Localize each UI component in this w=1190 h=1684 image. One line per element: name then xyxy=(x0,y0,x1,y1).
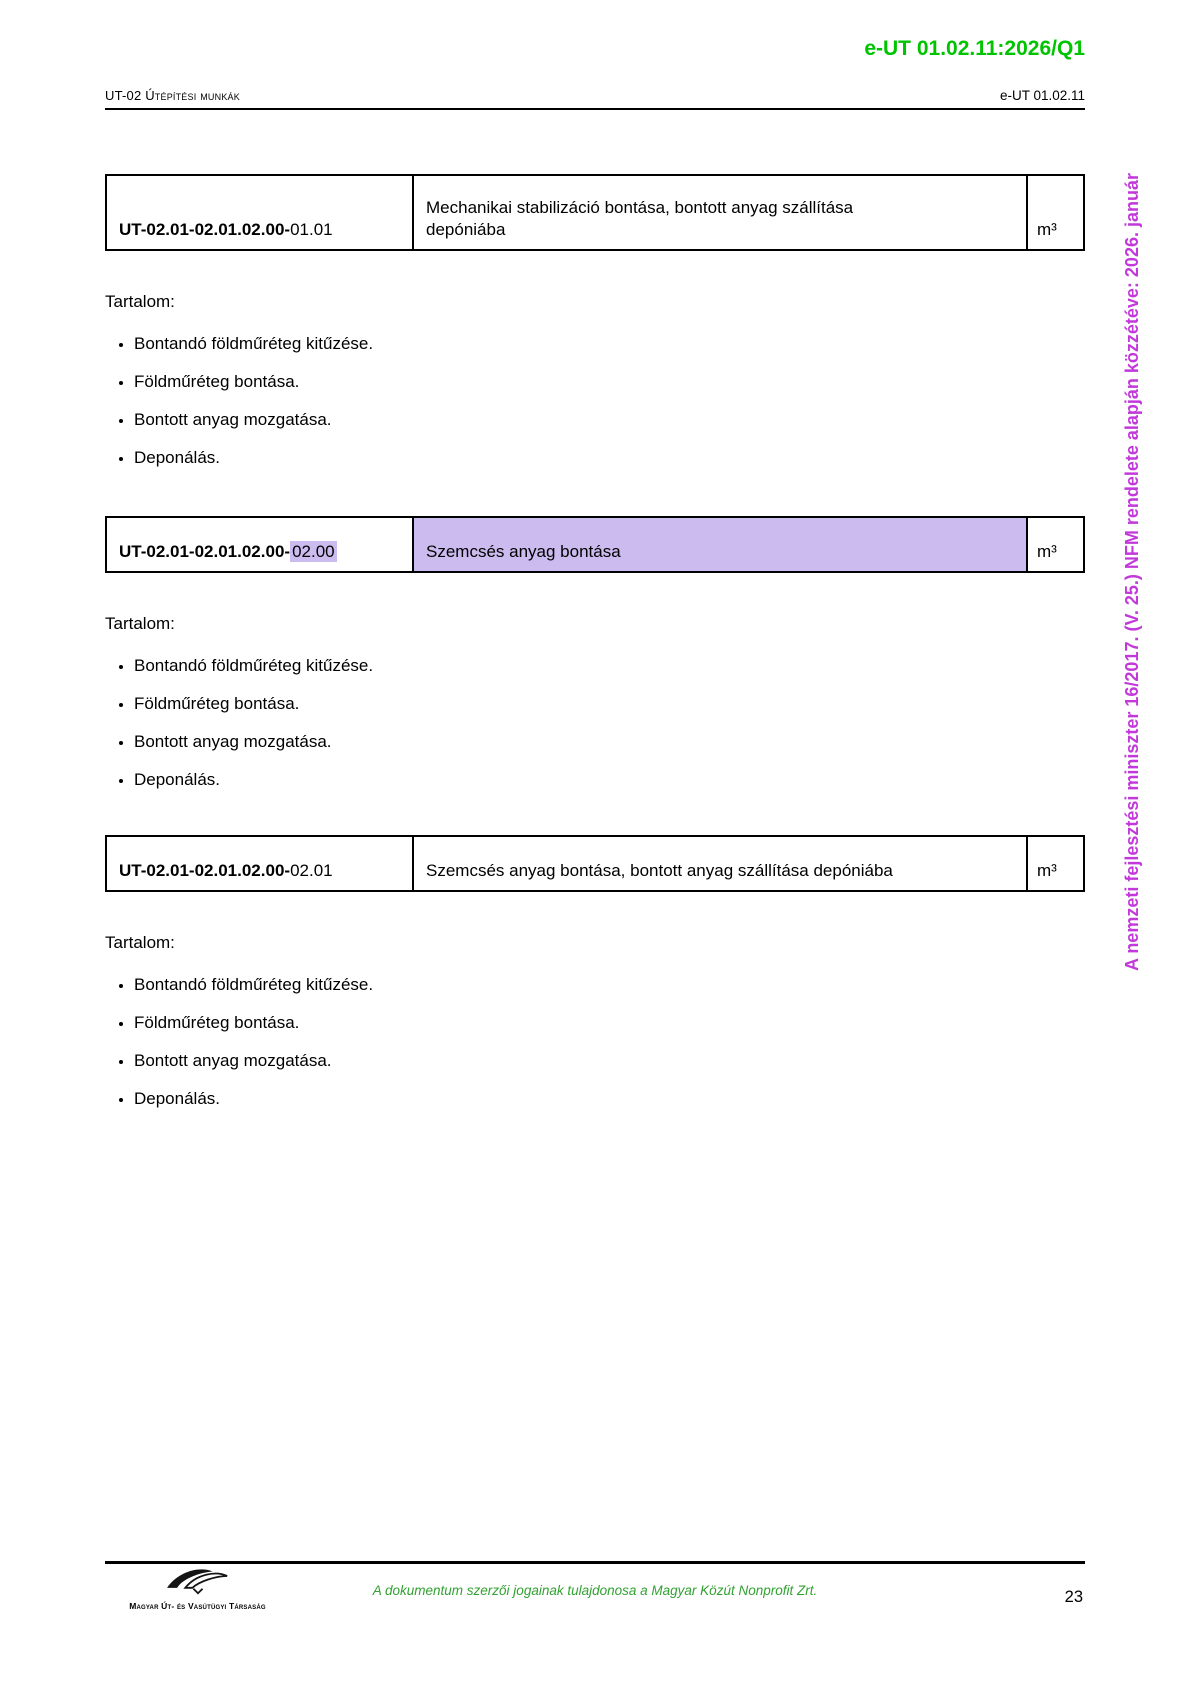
logo-caption: Magyar Út- és Vasútügyi Társaság xyxy=(129,1601,266,1611)
spec-table-2 xyxy=(105,516,1085,573)
list-item: • Deponálás. xyxy=(134,769,1085,790)
spec-code xyxy=(119,860,333,882)
list-item: • Földműréteg bontása. xyxy=(134,1012,1085,1033)
content-label: Tartalom: xyxy=(105,614,175,633)
spec-unit: m³ xyxy=(1037,542,1057,561)
publication-side-note: A nemzeti fejlesztési miniszter 16/2017. (V. 25.) NFM rendelete alapján közzétéve: 2026. január xyxy=(1122,173,1142,972)
doc-version-title: e-UT 01.02.11:2026/Q1 xyxy=(864,37,1085,60)
spec-unit-cell xyxy=(1028,176,1083,249)
list-item: • Földműréteg bontása. xyxy=(134,371,1085,392)
list-item: • Bontandó földműréteg kitűzése. xyxy=(134,333,1085,354)
page-footer xyxy=(105,1561,1085,1634)
content-label: Tartalom: xyxy=(105,292,175,311)
work-items-list xyxy=(105,655,1085,790)
spec-unit: m³ xyxy=(1037,220,1057,239)
list-item: • Bontott anyag mozgatása. xyxy=(134,1050,1085,1071)
header-chapter-title: UT-02 Útépítési munkák xyxy=(105,88,240,103)
spec-unit-cell xyxy=(1028,837,1083,890)
footer-inner xyxy=(105,1564,1085,1634)
list-item: • Deponálás. xyxy=(134,1088,1085,1109)
list-item: • Bontandó földműréteg kitűzése. xyxy=(134,655,1085,676)
spec-table-3 xyxy=(105,835,1085,892)
copyright-notice: A dokumentum szerzői jogainak tulajdonosa a Magyar Közút Nonprofit Zrt. xyxy=(372,1583,818,1598)
header-doc-id: e-UT 01.02.11 xyxy=(999,88,1085,103)
spec-code-prefix: UT-02.01-02.01.02.00- xyxy=(119,220,291,239)
spec-unit-cell xyxy=(1028,518,1083,571)
spec-description: Szemcsés anyag bontása, bontott anyag szállítása depóniába xyxy=(426,861,893,880)
spec-code-suffix-highlighted: 02.00 xyxy=(292,542,335,561)
page-content xyxy=(105,0,1085,1109)
spec-code-cell xyxy=(107,176,414,249)
spec-code-prefix: UT-02.01-02.01.02.00- xyxy=(119,542,291,561)
spec-code-cell xyxy=(107,837,414,890)
spec-code-suffix: 01.01 xyxy=(290,220,333,239)
page-header xyxy=(105,88,1085,110)
spec-code xyxy=(119,541,337,563)
spec-description-cell-highlighted xyxy=(414,518,1028,571)
spec-description: Mechanikai stabilizáció bontása, bontott anyag szállítása depóniába xyxy=(426,198,854,239)
work-items-list xyxy=(105,333,1085,468)
list-item: • Deponálás. xyxy=(134,447,1085,468)
content-label: Tartalom: xyxy=(105,933,175,952)
spec-code-suffix: 02.01 xyxy=(290,861,333,880)
spec-table-1 xyxy=(105,174,1085,251)
work-items-list xyxy=(105,974,1085,1109)
list-item: • Bontandó földműréteg kitűzése. xyxy=(134,974,1085,995)
spec-code-cell xyxy=(107,518,414,571)
page-number: 23 xyxy=(1064,1588,1083,1606)
list-item: • Bontott anyag mozgatása. xyxy=(134,409,1085,430)
spec-unit: m³ xyxy=(1037,861,1057,880)
list-item: • Földműréteg bontása. xyxy=(134,693,1085,714)
spec-description-cell xyxy=(414,837,1028,890)
spec-description-cell xyxy=(414,176,1028,249)
list-item: • Bontott anyag mozgatása. xyxy=(134,731,1085,752)
spec-code-prefix: UT-02.01-02.01.02.00- xyxy=(119,861,291,880)
spec-description: Szemcsés anyag bontása xyxy=(426,542,621,561)
spec-code xyxy=(119,219,333,241)
